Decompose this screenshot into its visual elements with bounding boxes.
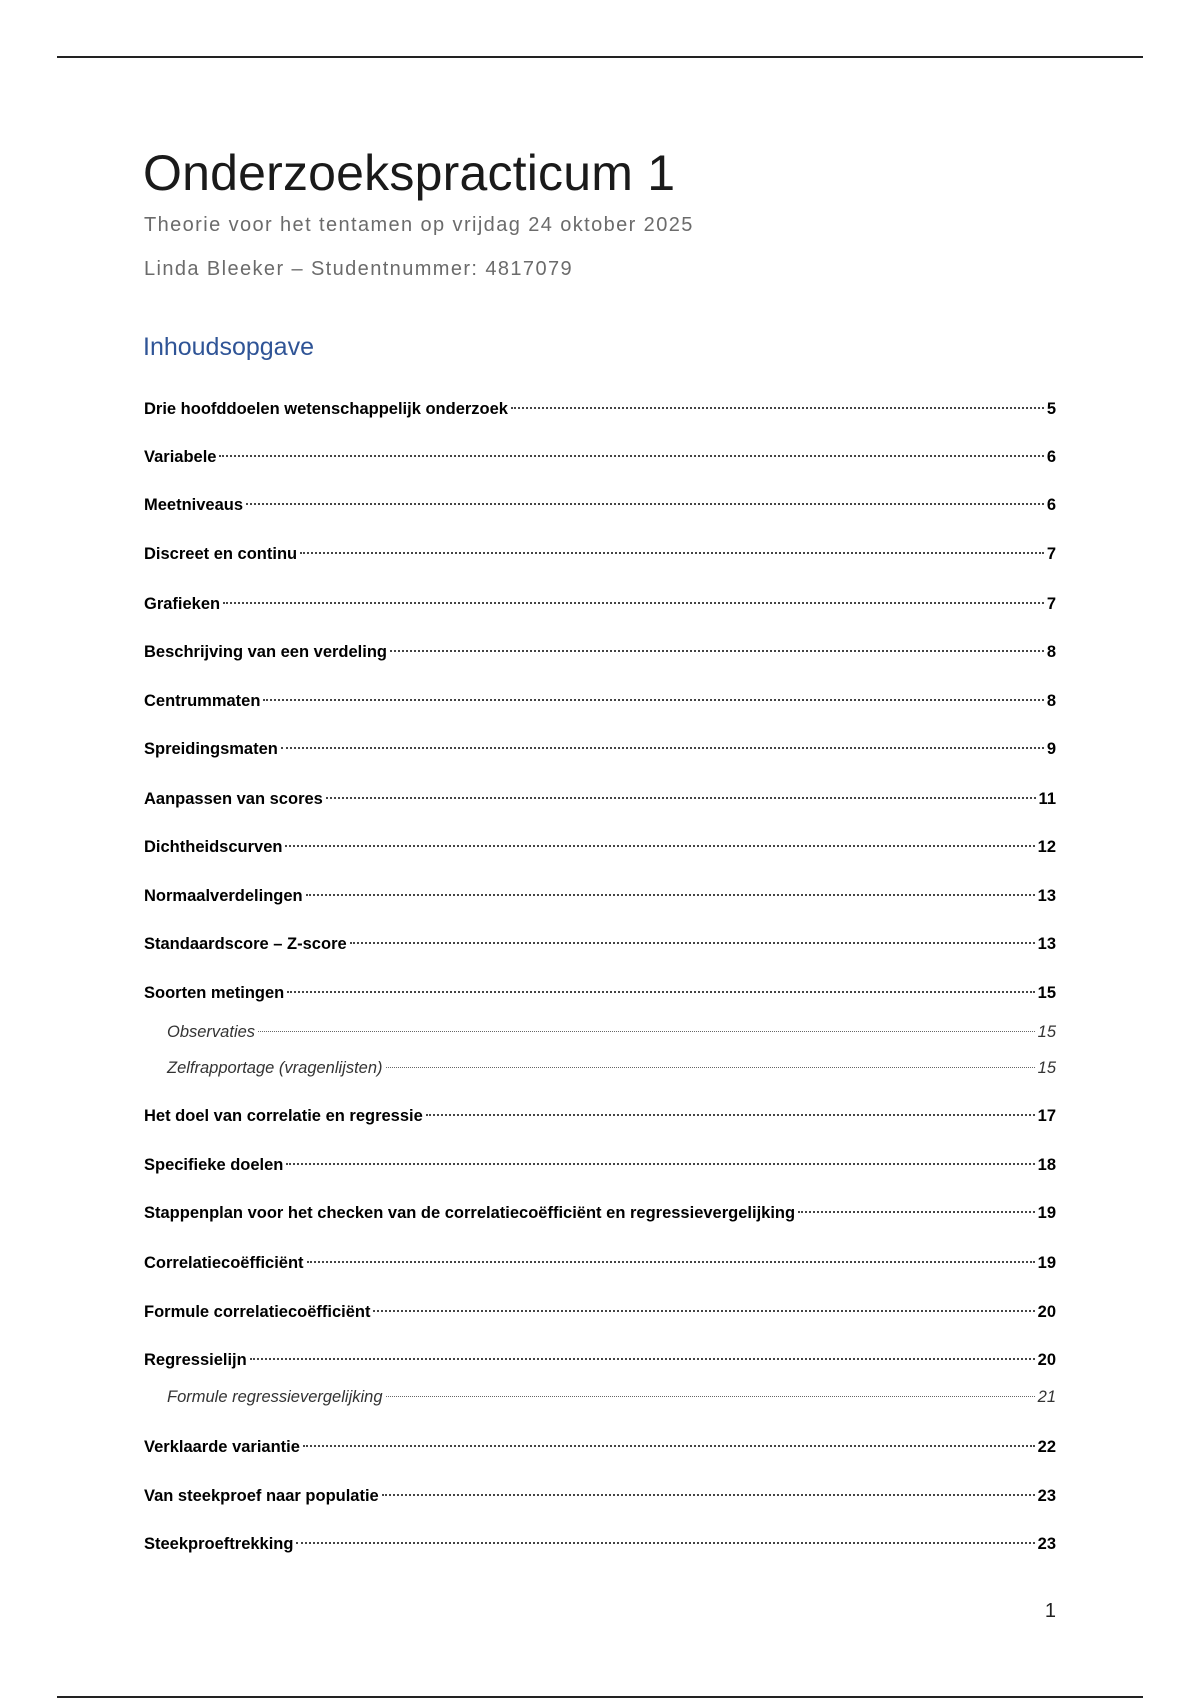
toc-entry-label: Centrummaten xyxy=(144,692,261,710)
toc-entry-page: 7 xyxy=(1046,595,1056,613)
toc-entry-label: Stappenplan voor het checken van de correlatiecoëfficiënt en regressievergelijking xyxy=(144,1204,796,1222)
toc-leader-dots xyxy=(250,1358,1035,1360)
toc-leader-dots xyxy=(285,845,1034,847)
toc-entry[interactable] xyxy=(0,1200,1200,1226)
toc-entry-label: Zelfrapportage (vragenlijsten) xyxy=(167,1059,383,1077)
toc-entry-label: Het doel van correlatie en regressie xyxy=(144,1107,423,1125)
toc-entry[interactable] xyxy=(0,639,1200,665)
document-subtitle: Theorie voor het tentamen op vrijdag 24 oktober 2025 xyxy=(144,214,694,236)
toc-entry-page: 18 xyxy=(1037,1156,1056,1174)
toc-subentry[interactable] xyxy=(0,1384,1200,1410)
toc-entry-label: Formule regressievergelijking xyxy=(167,1388,383,1406)
toc-leader-dots xyxy=(296,1542,1034,1544)
toc-leader-dots xyxy=(386,1396,1035,1397)
toc-entry-page: 20 xyxy=(1037,1351,1056,1369)
toc-entry-label: Van steekproef naar populatie xyxy=(144,1487,379,1505)
toc-leader-dots xyxy=(511,407,1044,409)
toc-leader-dots xyxy=(246,503,1044,505)
toc-entry-page: 22 xyxy=(1037,1438,1056,1456)
toc-entry-page: 6 xyxy=(1046,496,1056,514)
toc-entry-page: 21 xyxy=(1037,1388,1056,1406)
author-line: Linda Bleeker – Studentnummer: 4817079 xyxy=(144,258,574,280)
toc-entry-page: 15 xyxy=(1037,1023,1056,1041)
toc-entry-label: Regressielijn xyxy=(144,1351,247,1369)
toc-entry[interactable] xyxy=(0,492,1200,518)
toc-leader-dots xyxy=(287,991,1034,993)
toc-entry[interactable] xyxy=(0,396,1200,422)
toc-entry-page: 8 xyxy=(1046,692,1056,710)
toc-entry[interactable] xyxy=(0,1103,1200,1129)
toc-leader-dots xyxy=(300,552,1044,554)
toc-entry-label: Specifieke doelen xyxy=(144,1156,284,1174)
toc-leader-dots xyxy=(373,1310,1034,1312)
toc-entry-label: Dichtheidscurven xyxy=(144,838,283,856)
header-rule xyxy=(57,56,1143,58)
toc-entry-label: Beschrijving van een verdeling xyxy=(144,643,388,661)
toc-leader-dots xyxy=(386,1067,1035,1068)
toc-leader-dots xyxy=(286,1163,1034,1165)
toc-entry[interactable] xyxy=(0,1531,1200,1557)
footer-rule xyxy=(57,1696,1143,1698)
toc-entry-page: 9 xyxy=(1046,740,1056,758)
toc-heading: Inhoudsopgave xyxy=(143,333,314,361)
toc-entry[interactable] xyxy=(0,1483,1200,1509)
toc-entry-page: 19 xyxy=(1037,1204,1056,1222)
toc-entry-label: Formule correlatiecoëfficiënt xyxy=(144,1303,371,1321)
toc-leader-dots xyxy=(326,797,1036,799)
toc-subentry[interactable] xyxy=(0,1019,1200,1045)
toc-leader-dots xyxy=(382,1494,1035,1496)
toc-entry[interactable] xyxy=(0,980,1200,1006)
toc-entry-label: Verklaarde variantie xyxy=(144,1438,300,1456)
toc-leader-dots xyxy=(307,1261,1035,1263)
toc-entry[interactable] xyxy=(0,931,1200,957)
toc-entry-page: 19 xyxy=(1037,1254,1056,1272)
toc-entry-page: 17 xyxy=(1037,1107,1056,1125)
toc-entry-page: 13 xyxy=(1037,935,1056,953)
toc-entry[interactable] xyxy=(0,1299,1200,1325)
toc-entry-page: 23 xyxy=(1037,1487,1056,1505)
toc-entry-label: Meetniveaus xyxy=(144,496,244,514)
toc-entry-label: Variabele xyxy=(144,448,217,466)
toc-entry-page: 15 xyxy=(1037,984,1056,1002)
toc-entry[interactable] xyxy=(0,591,1200,617)
toc-entry-label: Grafieken xyxy=(144,595,221,613)
toc-entry-page: 11 xyxy=(1038,790,1056,808)
toc-leader-dots xyxy=(798,1211,1035,1213)
toc-leader-dots xyxy=(219,455,1043,457)
toc-entry-page: 8 xyxy=(1046,643,1056,661)
toc-entry-page: 6 xyxy=(1046,448,1056,466)
toc-entry[interactable] xyxy=(0,1434,1200,1460)
toc-entry-label: Steekproeftrekking xyxy=(144,1535,294,1553)
toc-entry-page: 13 xyxy=(1037,887,1056,905)
toc-leader-dots xyxy=(390,650,1044,652)
toc-entry-page: 20 xyxy=(1037,1303,1056,1321)
document-title: Onderzoekspracticum 1 xyxy=(143,145,676,201)
toc-entry-page: 12 xyxy=(1037,838,1056,856)
toc-entry-label: Normaalverdelingen xyxy=(144,887,303,905)
toc-entry-page: 15 xyxy=(1037,1059,1056,1077)
toc-entry-page: 7 xyxy=(1046,545,1056,563)
toc-entry-label: Soorten metingen xyxy=(144,984,285,1002)
toc-entry-page: 23 xyxy=(1037,1535,1056,1553)
toc-entry[interactable] xyxy=(0,883,1200,909)
toc-entry[interactable] xyxy=(0,444,1200,470)
toc-entry[interactable] xyxy=(0,1250,1200,1276)
toc-entry[interactable] xyxy=(0,834,1200,860)
toc-leader-dots xyxy=(281,747,1044,749)
toc-entry[interactable] xyxy=(0,1152,1200,1178)
toc-subentry[interactable] xyxy=(0,1055,1200,1081)
toc-leader-dots xyxy=(306,894,1035,896)
toc-entry-label: Spreidingsmaten xyxy=(144,740,278,758)
toc-entry[interactable] xyxy=(0,541,1200,567)
page-number: 1 xyxy=(1044,1600,1056,1622)
toc-entry[interactable] xyxy=(0,688,1200,714)
toc-entry-label: Correlatiecoëfficiënt xyxy=(144,1254,304,1272)
toc-entry-label: Discreet en continu xyxy=(144,545,298,563)
toc-entry-label: Aanpassen van scores xyxy=(144,790,323,808)
toc-entry-page: 5 xyxy=(1046,400,1056,418)
toc-entry[interactable] xyxy=(0,1347,1200,1373)
toc-leader-dots xyxy=(258,1031,1035,1032)
toc-entry[interactable] xyxy=(0,736,1200,762)
toc-leader-dots xyxy=(426,1114,1035,1116)
toc-leader-dots xyxy=(303,1445,1035,1447)
toc-entry-label: Drie hoofddoelen wetenschappelijk onderzoek xyxy=(144,400,508,418)
toc-entry-label: Standaardscore – Z-score xyxy=(144,935,347,953)
toc-entry[interactable] xyxy=(0,786,1200,812)
toc-leader-dots xyxy=(223,602,1044,604)
toc-entry-label: Observaties xyxy=(167,1023,256,1041)
toc-leader-dots xyxy=(350,942,1035,944)
toc-leader-dots xyxy=(263,699,1043,701)
